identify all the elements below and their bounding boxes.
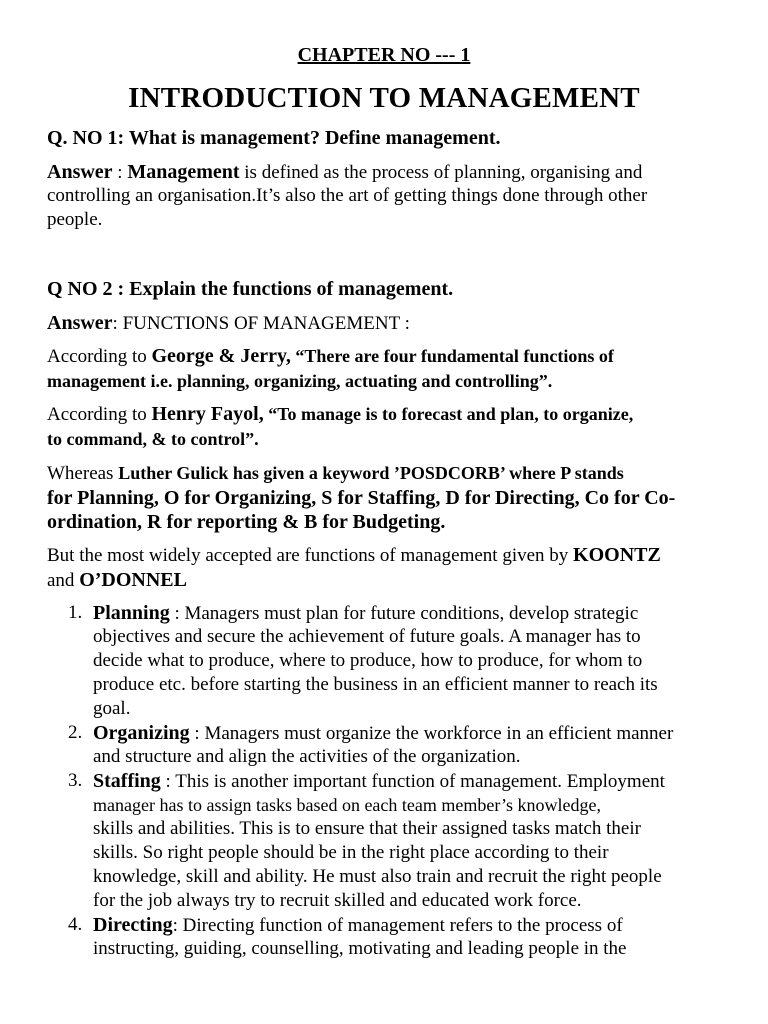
list-item-staffing-line-1 <box>93 769 665 794</box>
list-item-planning-line-5: goal. <box>93 698 131 719</box>
paragraph-koontz-line-1 <box>47 543 661 568</box>
answer-2-heading-text: : FUNCTIONS OF MANAGEMENT : <box>112 313 410 334</box>
quote-text: “To manage is to forecast and plan, to organize, <box>263 404 634 424</box>
paragraph-gulick-line-3: ordination, R for reporting & B for Budgeting. <box>47 511 446 533</box>
answer-1-text: is defined as the process of planning, organising and <box>239 162 643 183</box>
list-number: 1. <box>68 602 83 623</box>
page-title: INTRODUCTION TO MANAGEMENT <box>128 82 640 114</box>
list-text: : Managers must plan for future conditions, develop strategic <box>169 603 639 624</box>
para-lead: According to <box>47 404 152 425</box>
list-item-planning-line-3: decide what to produce, where to produce, how to produce, for whom to <box>93 650 643 671</box>
paragraph-gulick-line-1 <box>47 461 624 486</box>
term-directing: Directing <box>93 914 173 936</box>
paragraph-gulick-line-2: for Planning, O for Organizing, S for Staffing, D for Directing, Co for Co- <box>47 487 676 509</box>
koontz-name: KOONTZ <box>573 544 661 566</box>
list-item-staffing-line-3: skills and abilities. This is to ensure that their assigned tasks match their <box>93 818 641 839</box>
paragraph-fayol-line-1 <box>47 402 633 427</box>
term-management: Management <box>127 161 240 183</box>
term-staffing: Staffing <box>93 770 161 792</box>
paragraph-koontz-line-2 <box>47 568 187 593</box>
author-name: George & Jerry, <box>151 345 291 367</box>
answer-colon: : <box>112 162 128 183</box>
paragraph-fayol-line-2: to command, & to control”. <box>47 429 259 449</box>
answer-label: Answer <box>47 161 113 183</box>
chapter-heading: CHAPTER NO --- 1 <box>297 44 471 66</box>
odonnel-name: O’DONNEL <box>79 569 187 591</box>
list-item-organizing-line-1 <box>93 721 673 746</box>
answer-1-line-2: controlling an organisation.It’s also the art of getting things done through other <box>47 185 648 206</box>
and-text: and <box>47 570 80 591</box>
list-text: : Directing function of management refers to the process of <box>172 915 623 936</box>
author-name: Henry Fayol, <box>151 403 264 425</box>
list-item-organizing-line-2: and structure and align the activities of the organization. <box>93 746 521 767</box>
answer-1-line-1 <box>47 160 642 185</box>
answer-1-line-3: people. <box>47 209 103 230</box>
list-item-directing-line-1 <box>93 913 623 938</box>
list-text: : This is another important function of management. Employment <box>160 771 665 792</box>
question-2: Q NO 2 : Explain the functions of management. <box>47 278 454 300</box>
question-1: Q. NO 1: What is management? Define management. <box>47 127 501 149</box>
paragraph-george-jerry-line-2: management i.e. planning, organizing, actuating and controlling”. <box>47 371 553 391</box>
list-number: 4. <box>68 914 83 935</box>
term-planning: Planning <box>93 602 170 624</box>
para-lead: Whereas <box>47 463 119 484</box>
para-lead: According to <box>47 346 152 367</box>
list-item-staffing-line-5: knowledge, skill and ability. He must also train and recruit the right people <box>93 866 662 887</box>
list-item-directing-line-2: instructing, guiding, counselling, motivating and leading people in the <box>93 938 627 959</box>
list-text: : Managers must organize the workforce in an efficient manner <box>189 723 674 744</box>
list-number: 2. <box>68 722 83 743</box>
list-item-staffing-line-2: manager has to assign tasks based on each team member’s knowledge, <box>93 795 602 815</box>
list-item-planning-line-4: produce etc. before starting the business in an efficient manner to reach its <box>93 674 658 695</box>
list-item-planning-line-2: objectives and secure the achievement of future goals. A manager has to <box>93 626 641 647</box>
paragraph-george-jerry-line-1 <box>47 344 614 369</box>
list-item-staffing-line-4: skills. So right people should be in the right place according to their <box>93 842 609 863</box>
answer-label: Answer <box>47 312 113 334</box>
quote-text: “There are four fundamental functions of <box>290 346 614 366</box>
list-number: 3. <box>68 770 83 791</box>
answer-2-heading <box>47 311 410 336</box>
list-item-staffing-line-6: for the job always try to recruit skilled and educated work force. <box>93 890 582 911</box>
koontz-text: But the most widely accepted are functions of management given by <box>47 545 574 566</box>
term-organizing: Organizing <box>93 722 190 744</box>
list-item-planning-line-1 <box>93 601 638 626</box>
gulick-text: Luther Gulick has given a keyword ’POSDCORB’ where P stands <box>118 463 624 483</box>
